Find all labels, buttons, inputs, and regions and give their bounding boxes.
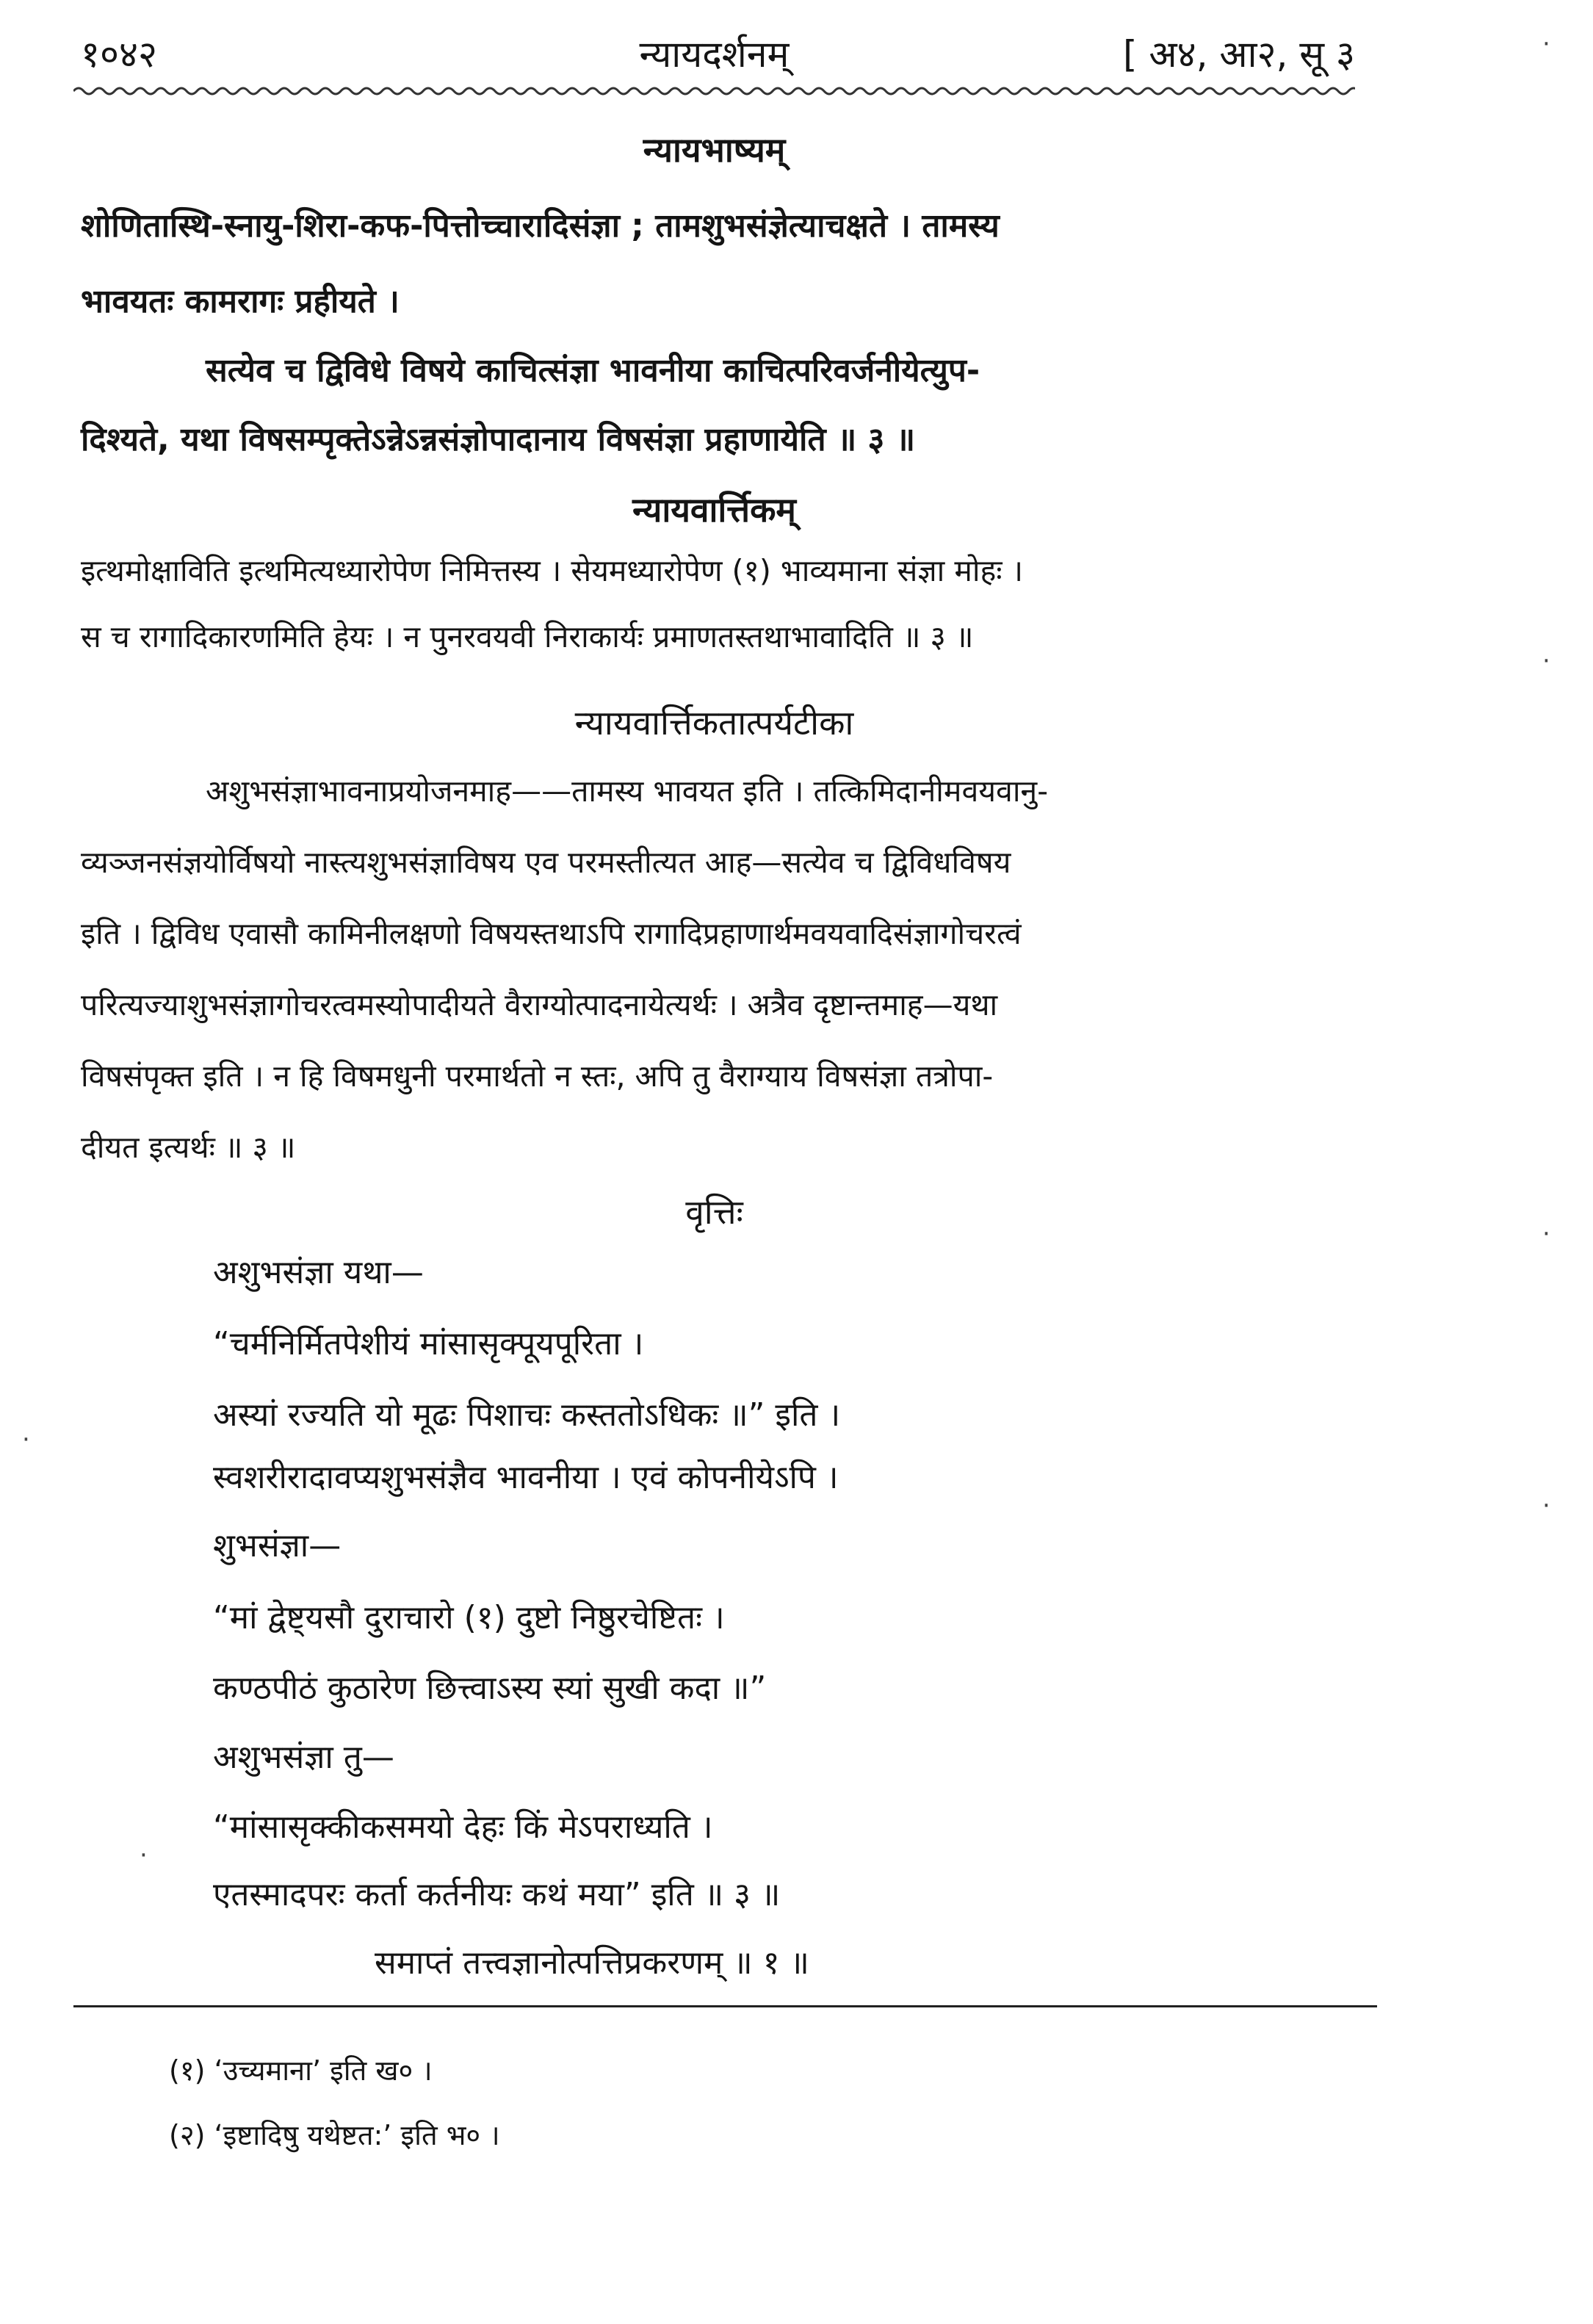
- footnote: (२) ‘इष्टादिषु यथेष्टत:’ इति भ० ।: [169, 2119, 500, 2151]
- vritti-line: स्वशरीरादावप्यशुभसंज्ञैव भावनीया । एवं कोपनीयेऽपि ।: [213, 1459, 839, 1496]
- tika-line: दीयत इत्यर्थः ॥ ३ ॥: [81, 1130, 296, 1165]
- bhashya-line: सत्येव च द्विविधे विषये काचित्संज्ञा भावनीया काचित्परिवर्जनीयेत्युप-: [206, 352, 980, 389]
- vartika-line: स च रागादिकारणमिति हेयः । न पुनरवयवी निराकार्यः प्रमाणतस्तथाभावादिति ॥ ३ ॥: [81, 619, 974, 654]
- footnote: (१) ‘उच्यमाना’ इति ख० ।: [169, 2054, 433, 2087]
- footnote-separator: [73, 2005, 1377, 2007]
- page-header: [73, 21, 1355, 79]
- section-reference: [ अ४, आ२, सू ३: [1123, 33, 1355, 76]
- vritti-line: अशुभसंज्ञा तु—: [213, 1739, 394, 1776]
- vritti-line: कण्ठपीठं कुठारेण छित्त्वाऽस्य स्यां सुखी कदा ॥”: [213, 1670, 767, 1707]
- tika-line: परित्यज्याशुभसंज्ञागोचरत्वमस्योपादीयते वैराग्योत्पादनायेत्यर्थः । अत्रैव दृष्टान्तमाह—यथा: [81, 987, 998, 1022]
- vritti-line: “मां द्वेष्ट्यसौ दुराचारो (१) दुष्टो निष्ठुरचेष्टितः ।: [213, 1599, 725, 1636]
- bhashya-line: शोणितास्थि-स्नायु-शिरा-कफ-पित्तोच्चारादिसंज्ञा ; तामशुभसंज्ञेत्याचक्षते । तामस्य: [81, 207, 1000, 245]
- tika-line: अशुभसंज्ञाभावनाप्रयोजनमाह——तामस्य भावयत इति । तत्किमिदानीमवयवानु-: [206, 773, 1048, 809]
- heading-vritti: वृत्तिः: [685, 1192, 743, 1232]
- bhashya-line: भावयतः कामरागः प्रहीयते ।: [81, 283, 400, 320]
- heading-bhashya: न्यायभाष्यम्: [643, 130, 786, 170]
- vritti-line: शुभसंज्ञा—: [213, 1527, 342, 1565]
- margin-mark: ·: [1542, 1491, 1550, 1520]
- vritti-line: एतस्मादपरः कर्ता कर्तनीयः कथं मया” इति ॥ ३ ॥: [213, 1876, 781, 1913]
- vritti-line: “मांसासृक्कीकसमयो देहः किं मेऽपराध्यति ।: [213, 1808, 713, 1846]
- vritti-line: समाप्तं तत्त्वज्ञानोत्पत्तिप्रकरणम् ॥ १ ॥: [375, 1944, 809, 1982]
- margin-mark: ·: [1542, 1219, 1550, 1249]
- running-title: न्यायदर्शनम्: [639, 33, 790, 76]
- tika-line: विषसंपृक्त इति । न हि विषमधुनी परमार्थतो न स्तः, अपि तु वैराग्याय विषसंज्ञा तत्रोपा-: [81, 1058, 994, 1094]
- margin-mark: ·: [140, 1841, 148, 1870]
- tika-line: व्यञ्जनसंज्ञयोर्विषयो नास्त्यशुभसंज्ञाविषय एव परमस्तीत्यत आह—सत्येव च द्विविधविषय: [81, 845, 1011, 880]
- vritti-line: “चर्मनिर्मितपेशीयं मांसासृक्पूयपूरिता ।: [213, 1325, 644, 1363]
- tika-line: इति । द्विविध एवासौ कामिनीलक्षणो विषयस्तथाऽपि रागादिप्रहाणार्थमवयवादिसंज्ञागोचरत्वं: [81, 916, 1022, 951]
- margin-mark: ·: [22, 1425, 30, 1454]
- margin-mark: ·: [1542, 29, 1550, 59]
- header-wavy-rule: [73, 84, 1355, 98]
- heading-tika: न्यायवार्त्तिकतात्पर्यटीका: [574, 703, 854, 743]
- margin-mark: ·: [1542, 646, 1550, 676]
- vartika-line: इत्थमोक्षाविति इत्थमित्यध्यारोपेण निमित्तस्य । सेयमध्यारोपेण (१) भाव्यमाना संज्ञा मोहः ।: [81, 553, 1024, 588]
- page-number: १०४२: [81, 33, 157, 76]
- heading-vartika: न्यायवार्त्तिकम्: [632, 490, 796, 530]
- vritti-line: अशुभसंज्ञा यथा—: [213, 1254, 424, 1291]
- bhashya-line: दिश्यते, यथा विषसम्पृक्तेऽन्नेऽन्नसंज्ञोपादानाय विषसंज्ञा प्रहाणायेति ॥ ३ ॥: [81, 421, 916, 458]
- vritti-line: अस्यां रज्यति यो मूढः पिशाचः कस्ततोऽधिकः ॥” इति ।: [213, 1396, 841, 1434]
